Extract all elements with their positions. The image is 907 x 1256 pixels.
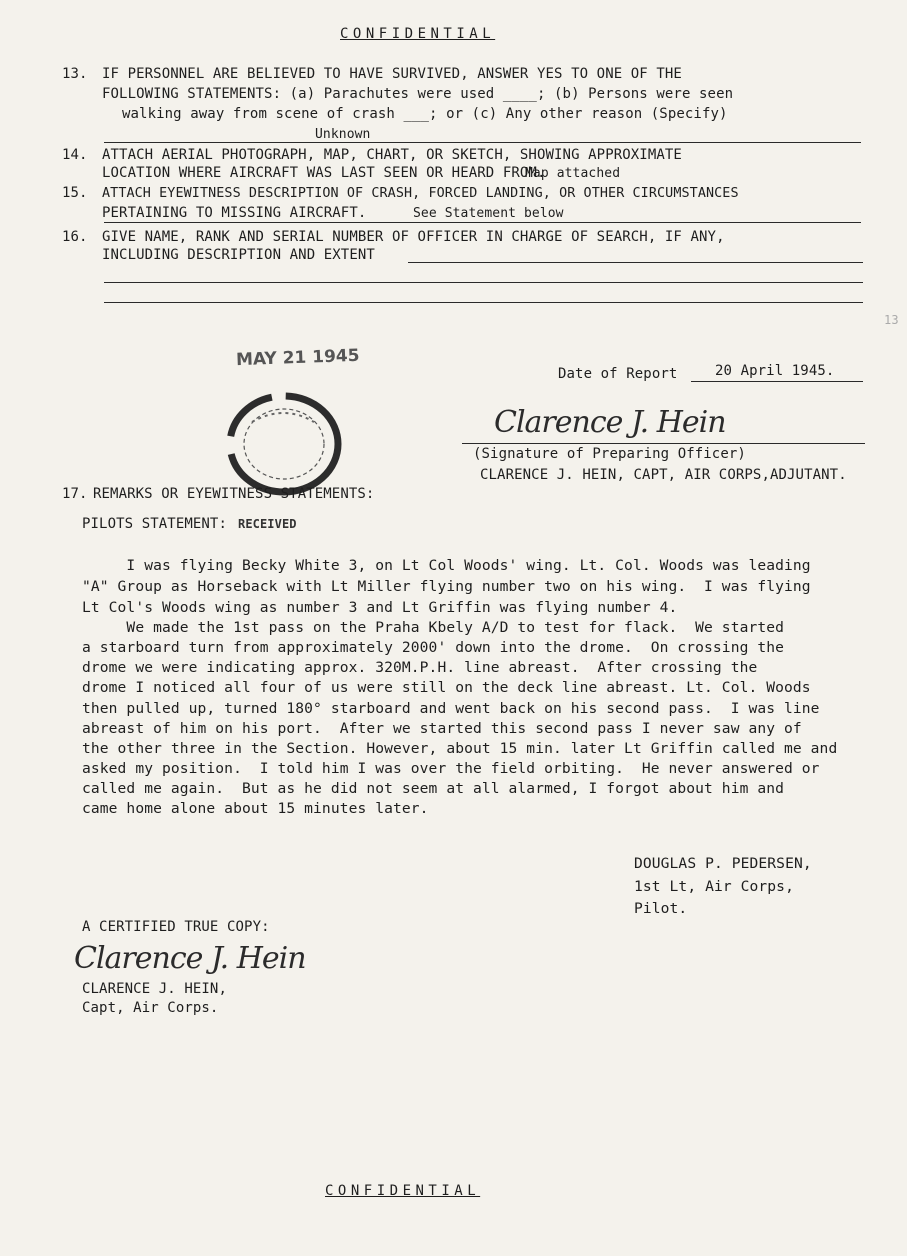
footer-classification: CONFIDENTIAL bbox=[325, 1183, 481, 1199]
certifying-officer-rank: Capt, Air Corps. bbox=[82, 1000, 219, 1016]
item-17-number: 17. bbox=[62, 486, 88, 502]
item-13-answer: Unknown bbox=[315, 127, 371, 142]
item-13-line-2: FOLLOWING STATEMENTS: (a) Parachutes were used ____; (b) Persons were seen bbox=[102, 86, 734, 102]
item-17-heading: REMARKS OR EYEWITNESS STATEMENTS: bbox=[93, 486, 375, 502]
item-15-answer-rule bbox=[104, 222, 861, 223]
item-16-number: 16. bbox=[62, 229, 88, 245]
margin-mark: 13 bbox=[884, 313, 899, 327]
pilot-name: DOUGLAS P. PEDERSEN, bbox=[634, 855, 812, 872]
statement-line: a starboard turn from approximately 2000' down into the drome. On crossing the bbox=[82, 639, 785, 656]
preparing-officer-name: CLARENCE J. HEIN, CAPT, AIR CORPS,ADJUTANT. bbox=[480, 467, 847, 483]
item-13-number: 13. bbox=[62, 66, 88, 82]
certifying-officer-name: CLARENCE J. HEIN, bbox=[82, 981, 227, 997]
statement-line: drome we were indicating approx. 320M.P.H. line abreast. After crossing the bbox=[82, 659, 758, 676]
statement-line: I was flying Becky White 3, on Lt Col Woods' wing. Lt. Col. Woods was leading bbox=[82, 557, 811, 574]
item-16-rule-1 bbox=[408, 262, 863, 263]
item-16-rule-3 bbox=[104, 302, 863, 303]
preparing-officer-signature: Clarence J. Hein bbox=[494, 405, 726, 440]
item-14-answer: Map attached bbox=[525, 166, 621, 181]
item-14-number: 14. bbox=[62, 147, 88, 163]
pilots-statement-label: PILOTS STATEMENT: bbox=[82, 516, 227, 532]
stamp-received: RECEIVED bbox=[238, 517, 297, 531]
statement-line: drome I noticed all four of us were still on the deck line abreast. Lt. Col. Woods bbox=[82, 679, 811, 696]
statement-line: abreast of him on his port. After we started this second pass I never saw any of bbox=[82, 720, 802, 737]
signature-caption: (Signature of Preparing Officer) bbox=[473, 446, 746, 462]
item-16-line-2: INCLUDING DESCRIPTION AND EXTENT bbox=[102, 247, 375, 263]
statement-line: then pulled up, turned 180° starboard and went back on his second pass. I was line bbox=[82, 700, 820, 717]
item-15-line-2: PERTAINING TO MISSING AIRCRAFT. bbox=[102, 205, 367, 221]
item-15-answer: See Statement below bbox=[413, 206, 564, 221]
statement-line: Lt Col's Woods wing as number 3 and Lt Griffin was flying number 4. bbox=[82, 599, 678, 616]
stamp-date: MAY 21 1945 bbox=[235, 345, 360, 371]
date-of-report-value: 20 April 1945. bbox=[715, 363, 835, 379]
item-16-rule-2 bbox=[104, 282, 863, 283]
statement-line: "A" Group as Horseback with Lt Miller flying number two on his wing. I was flying bbox=[82, 578, 811, 595]
certified-copy-label: A CERTIFIED TRUE COPY: bbox=[82, 919, 270, 935]
statement-line: came home alone about 15 minutes later. bbox=[82, 800, 429, 817]
item-13-answer-rule bbox=[104, 142, 861, 143]
item-16-line-1: GIVE NAME, RANK AND SERIAL NUMBER OF OFFICER IN CHARGE OF SEARCH, IF ANY, bbox=[102, 229, 725, 245]
item-15-number: 15. bbox=[62, 185, 88, 201]
item-15-line-1: ATTACH EYEWITNESS DESCRIPTION OF CRASH, FORCED LANDING, OR OTHER CIRCUMSTANCES bbox=[102, 186, 739, 201]
statement-line: asked my position. I told him I was over the field orbiting. He never answered or bbox=[82, 760, 820, 777]
statement-line: We made the 1st pass on the Praha Kbely A/D to test for flack. We started bbox=[82, 619, 785, 636]
item-13-line-1: IF PERSONNEL ARE BELIEVED TO HAVE SURVIVED, ANSWER YES TO ONE OF THE bbox=[102, 66, 682, 82]
item-14-line-2: LOCATION WHERE AIRCRAFT WAS LAST SEEN OR HEARD FROM. bbox=[102, 165, 546, 181]
statement-line: called me again. But as he did not seem at all alarmed, I forgot about him and bbox=[82, 780, 785, 797]
item-14-line-1: ATTACH AERIAL PHOTOGRAPH, MAP, CHART, OR SKETCH, SHOWING APPROXIMATE bbox=[102, 147, 682, 163]
statement-line: the other three in the Section. However, about 15 min. later Lt Griffin called me and bbox=[82, 740, 838, 757]
pilot-role: Pilot. bbox=[634, 900, 688, 917]
certifying-signature: Clarence J. Hein bbox=[74, 941, 306, 976]
date-of-report-label: Date of Report bbox=[558, 366, 678, 382]
signature-rule bbox=[462, 443, 865, 444]
header-classification: CONFIDENTIAL bbox=[340, 26, 496, 42]
pilot-rank: 1st Lt, Air Corps, bbox=[634, 878, 794, 895]
item-13-line-3: walking away from scene of crash ___; or (c) Any other reason (Specify) bbox=[122, 106, 728, 122]
date-rule bbox=[691, 381, 863, 382]
